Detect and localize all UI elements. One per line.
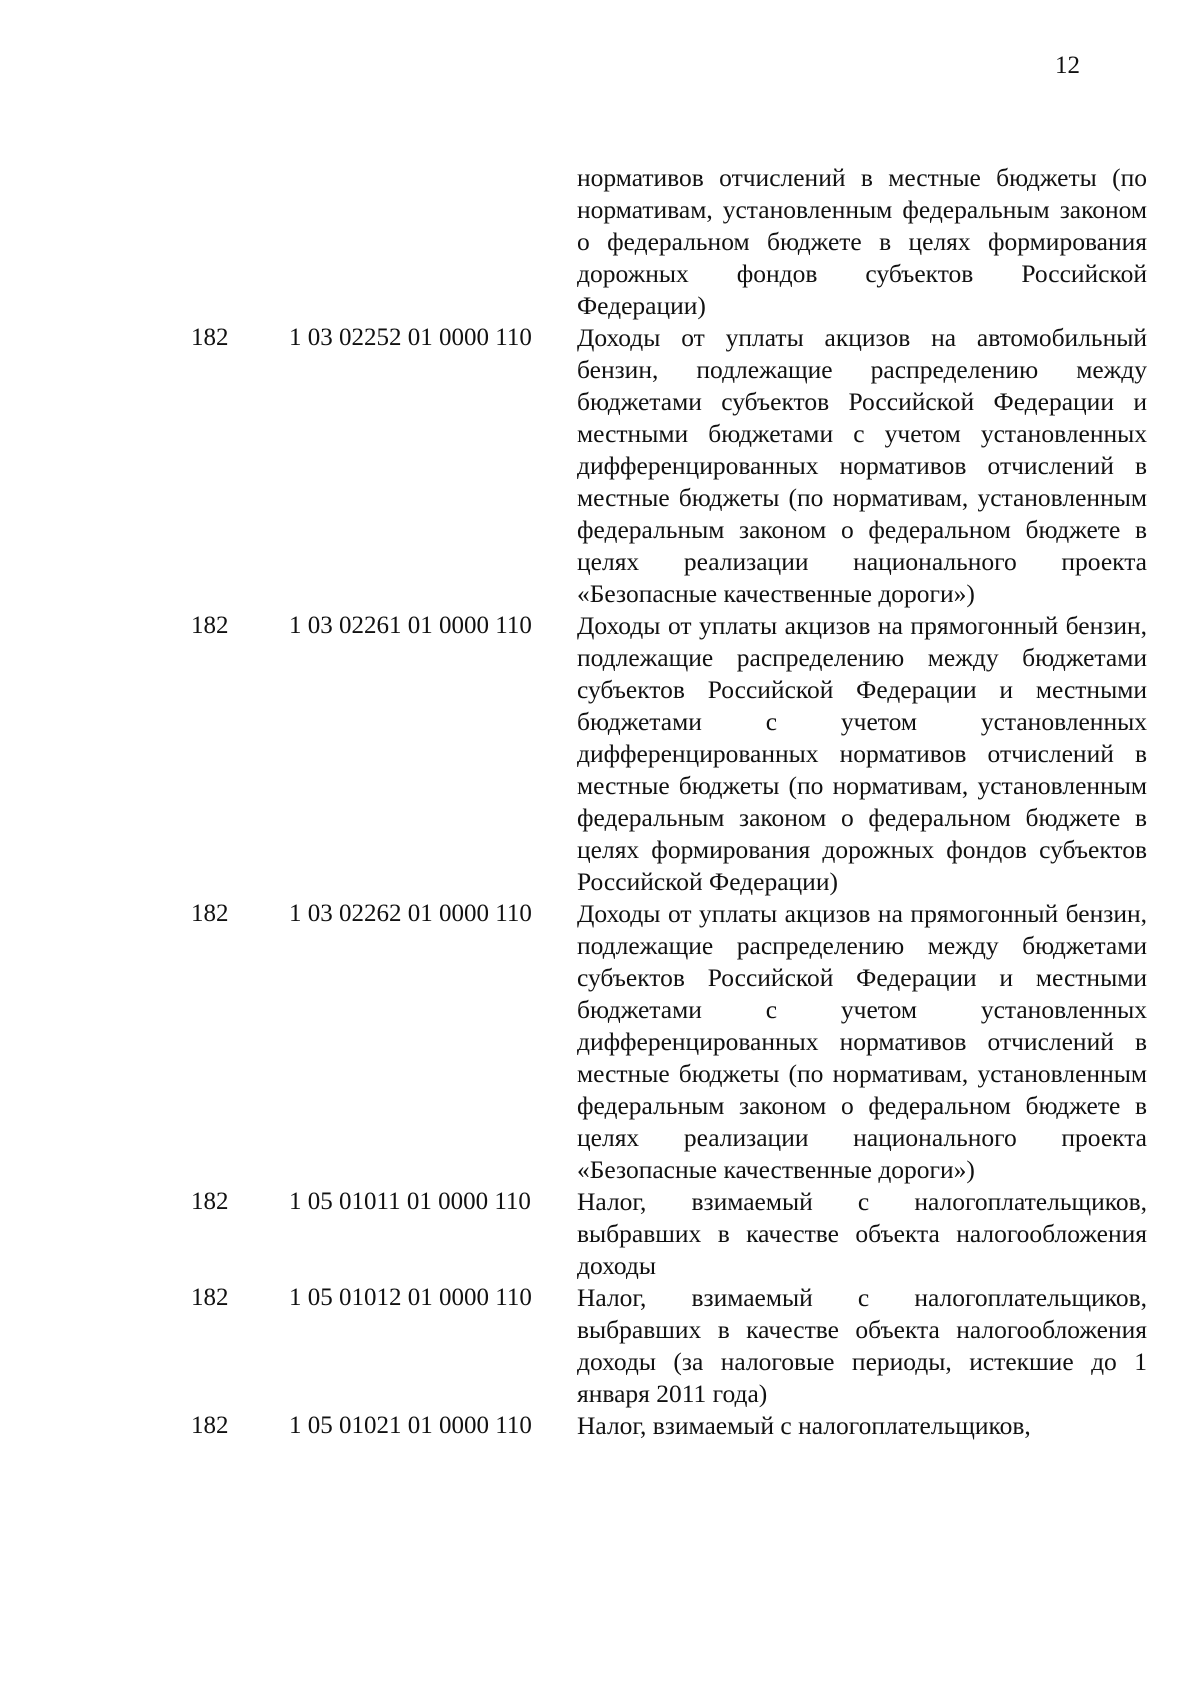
admin-code: 182 bbox=[191, 324, 229, 351]
page-number: 12 bbox=[1055, 52, 1080, 79]
admin-code: 182 bbox=[191, 900, 229, 927]
revenue-codes-table bbox=[0, 162, 1200, 1442]
revenue-code: 1 05 01011 01 0000 110 bbox=[289, 1188, 531, 1215]
admin-code: 182 bbox=[191, 612, 229, 639]
admin-code: 182 bbox=[191, 1188, 229, 1215]
row-description: Налог, взимаемый с налогоплательщиков, bbox=[577, 1411, 1031, 1440]
admin-code: 182 bbox=[191, 1412, 229, 1439]
table-row-continuation bbox=[0, 162, 1200, 322]
row-description: Доходы от уплаты акцизов на автомобильный бензин, подлежащие распределению между бюджетами субъектов Российской Федерации и местными бюджетами с учетом установленных дифференцированных нормативов отчислений в местные бюджеты (по нормативам, установленным федеральным законом о федеральном бюджете в целях реализации национального проекта «Безопасные качественные дороги») bbox=[577, 323, 1147, 608]
row-description: нормативов отчислений в местные бюджеты (по нормативам, установленным федеральным законом о федеральном бюджете в целях формирования дорожных фондов субъектов Российской Федерации) bbox=[577, 163, 1147, 320]
row-description: Доходы от уплаты акцизов на прямогонный бензин, подлежащие распределению между бюджетами субъектов Российской Федерации и местными бюджетами с учетом установленных дифференцированных нормативов отчислений в местные бюджеты (по нормативам, установленным федеральным законом о федеральном бюджете в целях формирования дорожных фондов субъектов Российской Федерации) bbox=[577, 611, 1147, 896]
row-description: Доходы от уплаты акцизов на прямогонный бензин, подлежащие распределению между бюджетами субъектов Российской Федерации и местными бюджетами с учетом установленных дифференцированных нормативов отчислений в местные бюджеты (по нормативам, установленным федеральным законом о федеральном бюджете в целях реализации национального проекта «Безопасные качественные дороги») bbox=[577, 899, 1147, 1184]
revenue-code: 1 03 02261 01 0000 110 bbox=[289, 612, 532, 639]
table-row bbox=[0, 1186, 1200, 1282]
table-row bbox=[0, 1282, 1200, 1410]
revenue-code: 1 05 01021 01 0000 110 bbox=[289, 1412, 532, 1439]
row-description: Налог, взимаемый с налогоплательщиков, выбравших в качестве объекта налогообложения доходы bbox=[577, 1187, 1147, 1280]
admin-code: 182 bbox=[191, 1284, 229, 1311]
revenue-code: 1 05 01012 01 0000 110 bbox=[289, 1284, 532, 1311]
row-description: Налог, взимаемый с налогоплательщиков, выбравших в качестве объекта налогообложения доходы (за налоговые периоды, истекшие до 1 января 2011 года) bbox=[577, 1283, 1147, 1408]
table-row bbox=[0, 322, 1200, 610]
table-row bbox=[0, 610, 1200, 898]
table-row bbox=[0, 898, 1200, 1186]
table-row bbox=[0, 1410, 1200, 1442]
revenue-code: 1 03 02252 01 0000 110 bbox=[289, 324, 532, 351]
revenue-code: 1 03 02262 01 0000 110 bbox=[289, 900, 532, 927]
